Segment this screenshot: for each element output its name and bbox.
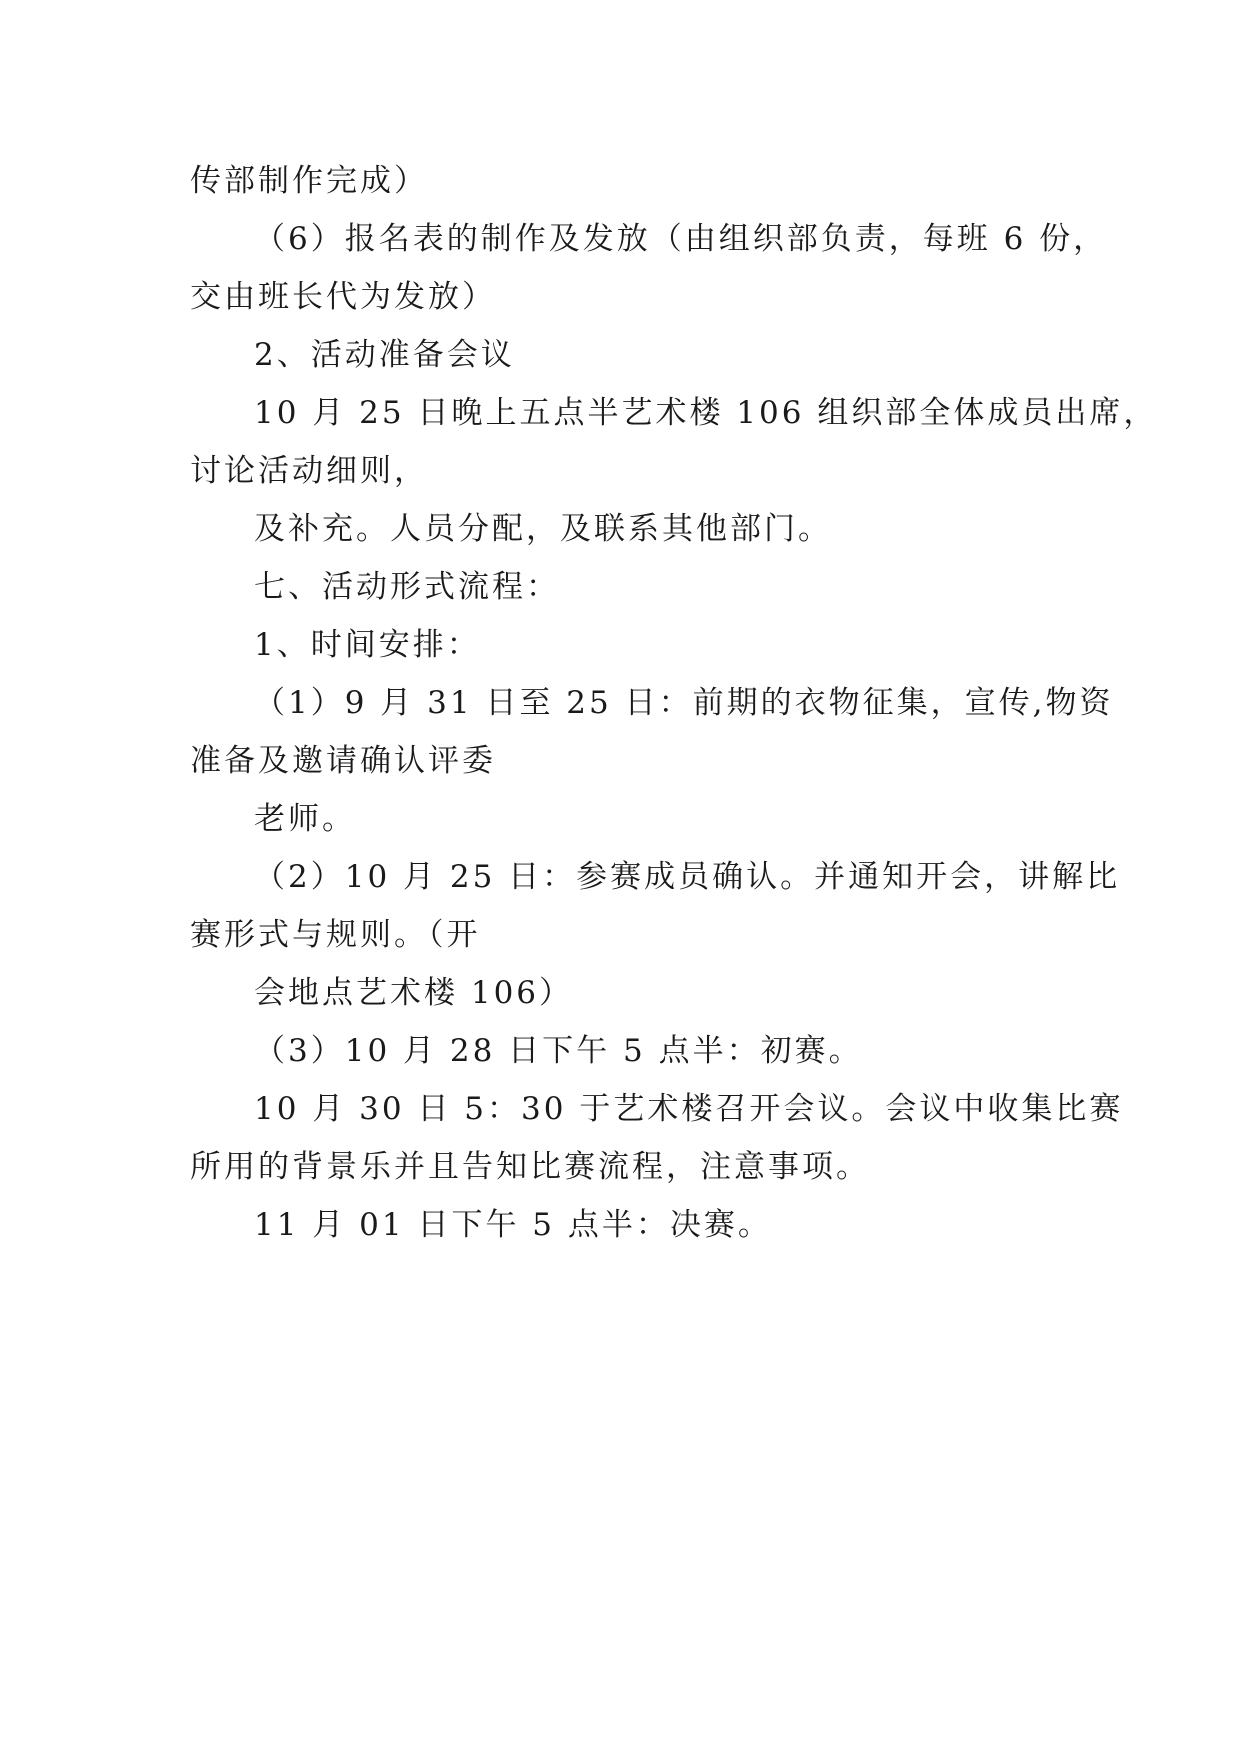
text-line: 及补充。人员分配，及联系其他部门。 (254, 511, 832, 547)
document-body (190, 152, 1158, 1254)
text-line: 赛形式与规则。（开 (190, 917, 481, 953)
text-line: 传部制作完成） (190, 163, 428, 199)
text-line: 11 月 01 日下午 5 点半：决赛。 (254, 1207, 772, 1243)
section-heading: 2、活动准备会议 (254, 337, 515, 373)
text-line: 会地点艺术楼 106） (254, 975, 574, 1011)
text-line: （2）10 月 25 日：参赛成员确认。并通知开会，讲解比 (254, 859, 1121, 895)
text-line: 10 月 25 日晚上五点半艺术楼 106 组织部全体成员出席， (254, 395, 1158, 431)
text-line: （6）报名表的制作及发放（由组织部负责，每班 6 份， (254, 221, 1108, 257)
text-line: 讨论活动细则， (190, 453, 428, 489)
text-line: 10 月 30 日 5：30 于艺术楼召开会议。会议中收集比赛 (254, 1091, 1124, 1127)
section-heading: 七、活动形式流程： (254, 569, 560, 605)
text-line: （1）9 月 31 日至 25 日：前期的衣物征集，宣传,物资 (254, 685, 1114, 721)
text-line: （3）10 月 28 日下午 5 点半：初赛。 (254, 1033, 863, 1069)
text-line: 所用的背景乐并且告知比赛流程，注意事项。 (190, 1149, 870, 1185)
text-line: 准备及邀请确认评委 (190, 743, 496, 779)
section-heading: 1、时间安排： (254, 627, 481, 663)
text-line: 交由班长代为发放） (190, 279, 496, 315)
text-line: 老师。 (254, 801, 356, 837)
